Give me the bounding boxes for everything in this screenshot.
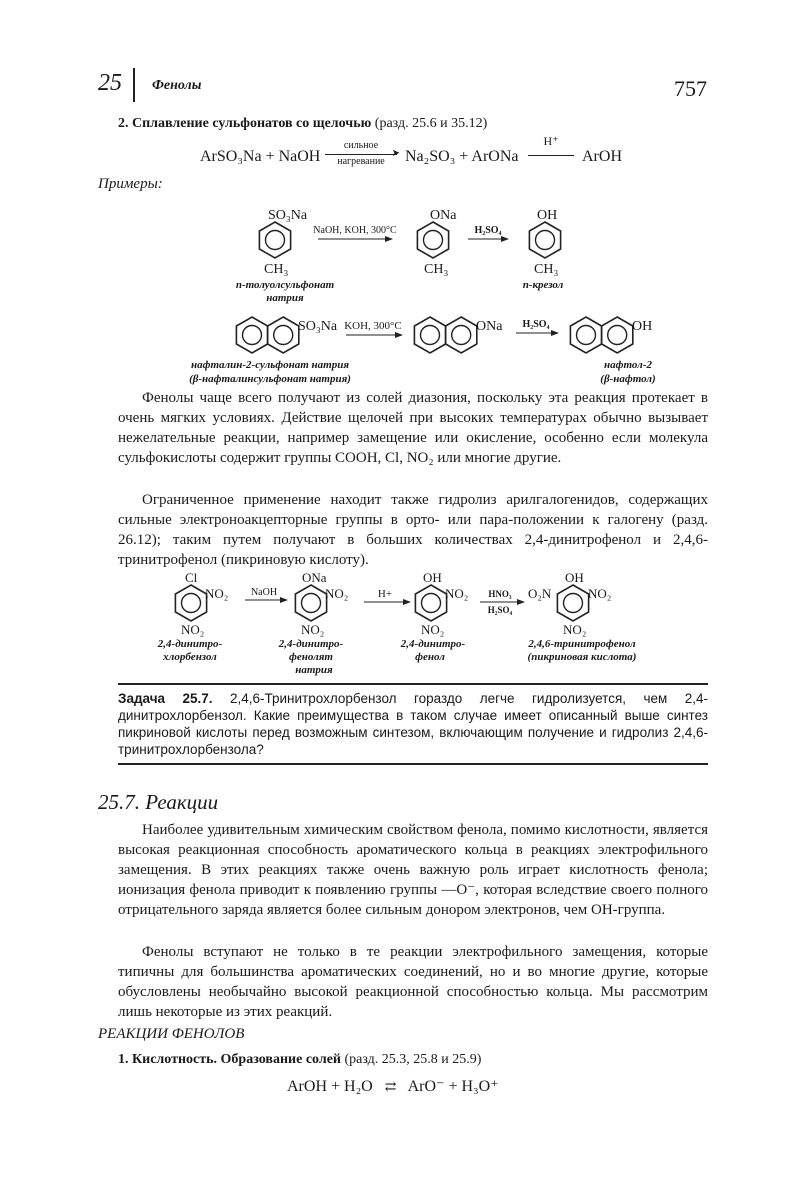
compound-name: хлорбензол bbox=[163, 651, 217, 663]
compound-name: 2,4-динитро- bbox=[278, 638, 344, 650]
compound-name: 2,4-динитро- bbox=[157, 638, 223, 650]
compound-name: п-толуолсульфонат bbox=[235, 279, 335, 291]
benzene-ring bbox=[417, 222, 448, 258]
examples-label: Примеры: bbox=[98, 176, 163, 192]
problem-title: Задача 25.7. bbox=[118, 691, 213, 706]
paragraph: Фенолы вступают не только в те реакции электрофильного замещения, которые типичны для большинства ароматических соединений, но и во многие другие, которые обусловлены необычайно высокой реакционной способностью кольца. Мы рассмотрим лишь некоторые из этих реакций. bbox=[118, 944, 708, 1020]
eq-right: ArO⁻ + H₃O⁺ bbox=[407, 1078, 499, 1095]
arrow-label: HNO₃ bbox=[488, 589, 512, 599]
substituent: O₂N bbox=[528, 586, 552, 601]
equation-acidity bbox=[287, 1076, 499, 1096]
arrow-line: ➤ bbox=[325, 154, 397, 155]
substituent: NO₂ bbox=[181, 622, 205, 637]
chapter-title: Фенолы bbox=[152, 78, 202, 93]
compound-name: 2,4,6-тринитрофенол bbox=[528, 638, 636, 650]
compound-name: натрия bbox=[295, 664, 333, 676]
chapter-number: 25 bbox=[98, 70, 122, 96]
substituent: SO₃Na bbox=[268, 208, 308, 223]
paragraph: Наиболее удивительным химическим свойством фенола, помимо кислотности, является высокая реакционная способность ароматического кольца в реакциях электрофильного замещения. В этих реакциях также очень важную роль играет кислотность фенола; ионизация фенола приводит к появлению группы —O⁻, которая вследствие своего полного отрицательного заряда является более сильным донором электронов, чем OH-группа. bbox=[118, 822, 708, 918]
substituent: OH bbox=[632, 319, 653, 334]
scheme-naphthalenesulfonate bbox=[189, 317, 656, 385]
reactions-heading: РЕАКЦИИ ФЕНОЛОВ bbox=[98, 1026, 245, 1042]
eq-left: ArSO₃Na + NaOH bbox=[200, 148, 321, 165]
equilibrium-arrow-icon: ⇄ bbox=[384, 1080, 397, 1095]
substituent: NO₂ bbox=[445, 586, 469, 601]
item-ref: (разд. 25.3, 25.8 и 25.9) bbox=[344, 1052, 482, 1067]
section-ref: (разд. 25.6 и 35.12) bbox=[374, 116, 488, 131]
substituent: ONa bbox=[476, 319, 503, 334]
paragraph: Фенолы чаще всего получают из солей диазония, поскольку эта реакция протекает в очень мягких условиях. Действие щелочей при высоких температурах обычно вызывает нежелательные реакции, например замещение или окисление, особенно если молекула сульфокислоты содержит группы COOH, Cl, NO₂ или многие другие. bbox=[118, 390, 708, 466]
arrow-label: KOH, 300°C bbox=[344, 320, 402, 332]
paragraph: Ограниченное применение находит также гидролиз арилгалогенидов, содержащих сильные электроноакцепторные группы в орто- или пара-положении к галогену (разд. 26.12); таким путем получают в больших количествах 2,4-динитрофенол и 2,4,6-тринитрофенол (пикриновую кислоту). bbox=[118, 492, 708, 568]
benzene-ring bbox=[175, 585, 206, 621]
compound-name: нафталин-2-сульфонат натрия bbox=[190, 359, 350, 371]
compound-name: (β-нафталинсульфонат натрия) bbox=[189, 373, 351, 385]
eq-middle: Na₂SO₃ + ArONa bbox=[405, 148, 519, 165]
item-title: 1. Кислотность. Образование солей bbox=[118, 1052, 341, 1067]
arrow-label: H₂SO₄ bbox=[474, 225, 502, 236]
arrow-top-label: сильное bbox=[343, 140, 379, 151]
scheme-toluenesulfonate bbox=[236, 208, 564, 304]
eq-left: ArOH + H₂O bbox=[287, 1078, 373, 1095]
benzene-ring bbox=[557, 585, 588, 621]
substituent: ONa bbox=[430, 208, 457, 223]
compound-name: 2,4-динитро- bbox=[400, 638, 466, 650]
section-heading-25-7: 25.7. Реакции bbox=[98, 790, 219, 814]
substituent: NO₂ bbox=[325, 586, 349, 601]
problem-block bbox=[118, 690, 708, 758]
substituent: CH₃ bbox=[534, 262, 559, 277]
compound-name: п-крезол bbox=[522, 279, 564, 291]
naphthalene-ring bbox=[414, 317, 445, 353]
compound-name: нафтол-2 bbox=[604, 359, 652, 371]
benzene-ring bbox=[529, 222, 560, 258]
benzene-ring bbox=[295, 585, 326, 621]
substituent: Cl bbox=[185, 570, 198, 585]
benzene-ring bbox=[259, 222, 290, 258]
arrow-label: NaOH bbox=[250, 587, 278, 598]
arrow-label: H+ bbox=[377, 588, 393, 600]
problem-text: 2,4,6-Тринитрохлорбензол гораздо легче гидролизуется, чем 2,4-динитрохлорбензол. Какие преимущества в таком случае имеет описанный выше синтез пикриновой кислоты перед возможным синтезом, включающим получение и гидролиз 2,4,6-тринитрохлорбензола? bbox=[118, 691, 708, 757]
substituent: ONa bbox=[302, 570, 327, 585]
substituent: OH bbox=[537, 208, 558, 223]
divider bbox=[118, 683, 708, 685]
arrow-label: H₂SO₄ bbox=[522, 319, 550, 330]
compound-name: фенолят bbox=[289, 651, 333, 663]
substituent: NO₂ bbox=[421, 622, 445, 637]
benzene-ring bbox=[415, 585, 446, 621]
naphthalene-ring bbox=[602, 317, 633, 353]
substituent: NO₂ bbox=[588, 586, 612, 601]
eq-right: ArOH bbox=[582, 148, 622, 165]
section-title: 2. Сплавление сульфонатов со щелочью bbox=[118, 116, 372, 131]
page-number: 757 bbox=[674, 76, 707, 101]
arrow2-top-label: H⁺ bbox=[543, 134, 559, 148]
naphthalene-ring bbox=[236, 317, 267, 353]
compound-name: фенол bbox=[415, 651, 445, 663]
substituent: OH bbox=[565, 570, 584, 585]
compound-name: натрия bbox=[266, 292, 304, 304]
reaction-item-1 bbox=[118, 1052, 481, 1068]
divider bbox=[118, 763, 708, 765]
substituent: OH bbox=[423, 570, 442, 585]
arrow-label: H₂SO₄ bbox=[487, 605, 513, 615]
naphthalene-ring bbox=[446, 317, 477, 353]
arrow-label: NaOH, KOH, 300°C bbox=[313, 225, 397, 236]
scheme-picric-acid bbox=[157, 570, 637, 676]
substituent: NO₂ bbox=[301, 622, 325, 637]
substituent: NO₂ bbox=[563, 622, 587, 637]
substituent: CH₃ bbox=[264, 262, 289, 277]
naphthalene-ring bbox=[570, 317, 601, 353]
substituent: CH₃ bbox=[424, 262, 449, 277]
compound-name: (пикриновая кислота) bbox=[527, 651, 637, 663]
substituent: NO₂ bbox=[205, 586, 229, 601]
compound-name: (β-нафтол) bbox=[600, 373, 656, 385]
naphthalene-ring bbox=[268, 317, 299, 353]
arrow-bottom-label: нагревание bbox=[337, 156, 385, 167]
substituent: SO₃Na bbox=[298, 319, 338, 334]
